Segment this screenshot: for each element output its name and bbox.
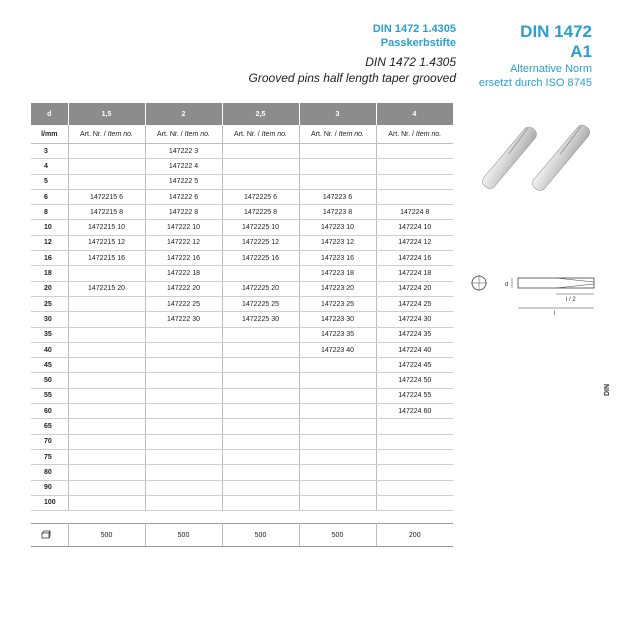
item-number-cell: 147223 35 xyxy=(299,327,376,342)
table-row xyxy=(31,189,453,204)
item-number-cell: 147224 35 xyxy=(376,327,453,342)
table-row xyxy=(31,205,453,220)
item-number-cell xyxy=(145,358,222,373)
item-number-cell xyxy=(376,449,453,464)
item-number-label-en: Item no. xyxy=(338,130,364,138)
table-row xyxy=(31,358,453,373)
item-number-cell: 1472225 10 xyxy=(222,220,299,235)
package-quantity-row xyxy=(31,524,453,547)
item-number-cell xyxy=(299,358,376,373)
item-number-cell: 147223 25 xyxy=(299,296,376,311)
item-number-cell: 147223 16 xyxy=(299,251,376,266)
item-number-cell xyxy=(222,495,299,510)
diameter-header-row xyxy=(31,103,453,125)
table-row xyxy=(31,281,453,296)
item-number-cell xyxy=(68,312,145,327)
item-number-label-de: Art. Nr. xyxy=(234,130,256,138)
item-number-label-de: Art. Nr. xyxy=(388,130,411,138)
item-number-cell: 147222 5 xyxy=(145,174,222,189)
item-number-label-de: Art. Nr. xyxy=(311,130,333,138)
item-number-cell xyxy=(222,449,299,464)
item-number-cell: 147222 25 xyxy=(145,296,222,311)
item-number-cell xyxy=(145,480,222,495)
item-number-cell: 147224 45 xyxy=(376,358,453,373)
item-number-cell xyxy=(68,404,145,419)
length-cell: 3 xyxy=(31,144,68,159)
item-number-cell: 147224 8 xyxy=(376,205,453,220)
length-cell: 20 xyxy=(31,281,68,296)
item-number-cell: 1472215 8 xyxy=(68,205,145,220)
item-number-cell xyxy=(376,495,453,510)
item-number-cell: 147224 25 xyxy=(376,296,453,311)
item-number-cell xyxy=(222,266,299,281)
length-label: l/mm xyxy=(31,125,68,144)
item-number-cell: 1472225 20 xyxy=(222,281,299,296)
item-number-cell: 147222 12 xyxy=(145,235,222,250)
item-number-cell xyxy=(376,144,453,159)
item-number-cell xyxy=(145,419,222,434)
table-row xyxy=(31,495,453,510)
item-number-cell xyxy=(68,358,145,373)
diameter-label: d xyxy=(31,103,68,125)
item-number-label-en: Item no. xyxy=(107,130,133,138)
package-quantity-cell: 500 xyxy=(145,524,222,547)
item-number-cell xyxy=(68,159,145,174)
item-number-cell xyxy=(299,449,376,464)
length-cell: 30 xyxy=(31,312,68,327)
item-number-cell xyxy=(222,480,299,495)
item-number-cell xyxy=(222,465,299,480)
item-number-cell xyxy=(222,342,299,357)
item-number-cell: 1472215 10 xyxy=(68,220,145,235)
length-cell: 100 xyxy=(31,495,68,510)
item-number-cell xyxy=(299,419,376,434)
item-number-cell xyxy=(68,388,145,403)
length-cell: 45 xyxy=(31,358,68,373)
package-icon xyxy=(31,524,68,547)
item-number-cell: 147222 3 xyxy=(145,144,222,159)
item-number-cell: 147222 30 xyxy=(145,312,222,327)
technical-drawing xyxy=(468,268,598,316)
item-number-cell xyxy=(299,480,376,495)
table-row xyxy=(31,251,453,266)
article-table xyxy=(31,103,454,547)
norm-title: DIN 1472 xyxy=(520,22,592,41)
item-number-cell: 147224 16 xyxy=(376,251,453,266)
table-row xyxy=(31,342,453,357)
item-number-cell: 1472225 30 xyxy=(222,312,299,327)
item-number-label: Art. Nr. / Item no. xyxy=(376,125,453,144)
length-cell: 75 xyxy=(31,449,68,464)
item-number-cell: 147224 50 xyxy=(376,373,453,388)
length-cell: 6 xyxy=(31,189,68,204)
item-number-cell: 147224 20 xyxy=(376,281,453,296)
table-row xyxy=(31,327,453,342)
item-number-cell xyxy=(222,388,299,403)
item-number-cell xyxy=(299,434,376,449)
item-number-label-de: Art. Nr. xyxy=(80,130,102,138)
item-number-cell: 147224 40 xyxy=(376,342,453,357)
spacer-cell xyxy=(31,511,453,524)
item-number-cell: 147223 10 xyxy=(299,220,376,235)
item-number-label: Art. Nr. / Item no. xyxy=(299,125,376,144)
length-cell: 18 xyxy=(31,266,68,281)
item-number-cell xyxy=(299,144,376,159)
table-row xyxy=(31,373,453,388)
replacement-note: ersetzt durch ISO 8745 xyxy=(478,77,592,89)
diameter-header: 2,5 xyxy=(222,103,299,125)
length-cell: 70 xyxy=(31,434,68,449)
item-number-cell: 147224 10 xyxy=(376,220,453,235)
length-cell: 12 xyxy=(31,235,68,250)
norm-material-en: DIN 1472 1.4305 xyxy=(365,55,456,69)
item-number-cell: 147223 6 xyxy=(299,189,376,204)
package-quantity-cell: 500 xyxy=(68,524,145,547)
alt-norm-label: Alternative Norm xyxy=(510,63,592,75)
item-number-cell: 1472215 6 xyxy=(68,189,145,204)
table-row xyxy=(31,480,453,495)
item-number-cell xyxy=(68,495,145,510)
item-number-cell xyxy=(376,174,453,189)
dim-length: l xyxy=(554,311,556,316)
item-number-cell: 147223 20 xyxy=(299,281,376,296)
table-row xyxy=(31,312,453,327)
item-number-cell: 147224 60 xyxy=(376,404,453,419)
item-number-label-en: Item no. xyxy=(184,130,210,138)
item-number-cell xyxy=(68,144,145,159)
dim-diameter: d xyxy=(505,282,509,288)
table-row xyxy=(31,449,453,464)
item-number-cell: 147222 6 xyxy=(145,189,222,204)
item-number-cell: 1472225 25 xyxy=(222,296,299,311)
item-number-cell xyxy=(222,358,299,373)
item-number-cell: 147222 4 xyxy=(145,159,222,174)
length-cell: 65 xyxy=(31,419,68,434)
length-cell: 5 xyxy=(31,174,68,189)
item-number-cell xyxy=(299,465,376,480)
item-number-label-de: Art. Nr. xyxy=(157,130,179,138)
diameter-header: 1,5 xyxy=(68,103,145,125)
item-number-cell: 1472215 20 xyxy=(68,281,145,296)
item-number-cell xyxy=(145,465,222,480)
item-number-cell xyxy=(299,388,376,403)
item-number-cell xyxy=(68,327,145,342)
item-number-cell xyxy=(222,373,299,388)
package-quantity-cell: 500 xyxy=(299,524,376,547)
item-number-cell xyxy=(222,174,299,189)
item-number-cell: 147223 8 xyxy=(299,205,376,220)
item-number-cell: 1472225 8 xyxy=(222,205,299,220)
item-number-cell xyxy=(68,480,145,495)
item-number-cell: 147224 12 xyxy=(376,235,453,250)
table-row xyxy=(31,144,453,159)
table-row xyxy=(31,434,453,449)
diameter-header: 4 xyxy=(376,103,453,125)
dim-half-length: l / 2 xyxy=(566,297,576,303)
item-number-cell xyxy=(68,342,145,357)
norm-badge xyxy=(460,22,592,90)
item-number-cell: 147223 18 xyxy=(299,266,376,281)
item-number-label: Art. Nr. / Item no. xyxy=(222,125,299,144)
length-cell: 80 xyxy=(31,465,68,480)
item-number-cell: 147223 30 xyxy=(299,312,376,327)
item-number-cell: 147224 30 xyxy=(376,312,453,327)
item-number-label-en: Item no. xyxy=(261,130,287,138)
item-number-cell xyxy=(68,465,145,480)
item-number-cell: 147222 20 xyxy=(145,281,222,296)
item-number-cell xyxy=(222,404,299,419)
item-number-cell: 147223 12 xyxy=(299,235,376,250)
grooved-pins-image xyxy=(472,112,602,192)
length-cell: 16 xyxy=(31,251,68,266)
item-number-cell xyxy=(299,159,376,174)
item-number-cell xyxy=(145,388,222,403)
item-number-cell: 147223 40 xyxy=(299,342,376,357)
length-cell: 10 xyxy=(31,220,68,235)
product-name-de: Passkerbstifte xyxy=(380,37,456,49)
item-number-cell xyxy=(145,434,222,449)
item-number-cell: 147222 8 xyxy=(145,205,222,220)
item-number-cell xyxy=(222,434,299,449)
column-subheader-row xyxy=(31,125,453,144)
item-number-cell: 147222 16 xyxy=(145,251,222,266)
item-number-cell xyxy=(145,495,222,510)
table-row xyxy=(31,174,453,189)
item-number-cell xyxy=(299,404,376,419)
item-number-cell xyxy=(145,404,222,419)
table-row xyxy=(31,465,453,480)
length-cell: 8 xyxy=(31,205,68,220)
item-number-cell: 147222 18 xyxy=(145,266,222,281)
norm-material-de: DIN 1472 1.4305 xyxy=(372,23,456,35)
table-row xyxy=(31,235,453,250)
item-number-cell: 147224 18 xyxy=(376,266,453,281)
item-number-cell xyxy=(376,189,453,204)
diameter-header: 3 xyxy=(299,103,376,125)
side-tab-label: DIN xyxy=(604,383,611,396)
item-number-cell xyxy=(68,296,145,311)
item-number-cell xyxy=(299,495,376,510)
table-row xyxy=(31,296,453,311)
length-cell: 4 xyxy=(31,159,68,174)
package-quantity-cell: 200 xyxy=(376,524,453,547)
table-row xyxy=(31,419,453,434)
item-number-label-en: Item no. xyxy=(415,130,442,138)
item-number-cell xyxy=(145,449,222,464)
item-number-cell: 1472225 16 xyxy=(222,251,299,266)
length-cell: 50 xyxy=(31,373,68,388)
length-cell: 90 xyxy=(31,480,68,495)
length-cell: 40 xyxy=(31,342,68,357)
item-number-cell xyxy=(376,434,453,449)
item-number-cell xyxy=(145,327,222,342)
item-number-cell: 147222 10 xyxy=(145,220,222,235)
item-number-cell xyxy=(68,449,145,464)
table-spacer xyxy=(31,511,453,524)
item-number-cell xyxy=(222,144,299,159)
item-number-cell xyxy=(376,480,453,495)
item-number-cell xyxy=(68,373,145,388)
item-number-label: Art. Nr. / Item no. xyxy=(68,125,145,144)
package-quantity-cell: 500 xyxy=(222,524,299,547)
item-number-cell xyxy=(376,419,453,434)
item-number-cell xyxy=(299,373,376,388)
length-cell: 35 xyxy=(31,327,68,342)
item-number-cell xyxy=(68,419,145,434)
item-number-cell xyxy=(222,327,299,342)
table-row xyxy=(31,159,453,174)
product-header xyxy=(240,22,456,86)
material-grade: A1 xyxy=(570,42,592,61)
diameter-header: 2 xyxy=(145,103,222,125)
table-row xyxy=(31,388,453,403)
table-row xyxy=(31,220,453,235)
item-number-cell: 1472225 6 xyxy=(222,189,299,204)
item-number-cell xyxy=(68,266,145,281)
product-name-en: Grooved pins half length taper grooved xyxy=(248,71,456,85)
item-number-cell: 1472225 12 xyxy=(222,235,299,250)
length-cell: 25 xyxy=(31,296,68,311)
item-number-cell xyxy=(222,419,299,434)
item-number-cell xyxy=(299,174,376,189)
item-number-cell xyxy=(68,434,145,449)
item-number-cell xyxy=(145,342,222,357)
item-number-cell xyxy=(376,465,453,480)
item-number-cell xyxy=(222,159,299,174)
table-row xyxy=(31,404,453,419)
table-row xyxy=(31,266,453,281)
length-cell: 60 xyxy=(31,404,68,419)
item-number-cell: 1472215 12 xyxy=(68,235,145,250)
item-number-cell: 147224 55 xyxy=(376,388,453,403)
item-number-cell xyxy=(145,373,222,388)
item-number-label: Art. Nr. / Item no. xyxy=(145,125,222,144)
item-number-cell: 1472215 16 xyxy=(68,251,145,266)
length-cell: 55 xyxy=(31,388,68,403)
item-number-cell xyxy=(68,174,145,189)
item-number-cell xyxy=(376,159,453,174)
